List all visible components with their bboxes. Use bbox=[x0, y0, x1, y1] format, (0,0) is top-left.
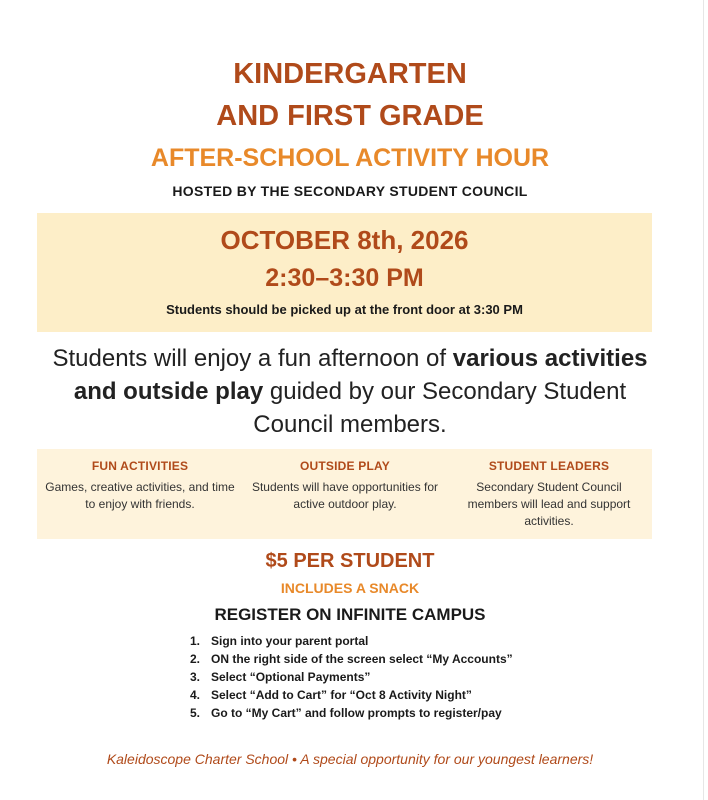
registration-heading: REGISTER ON INFINITE CAMPUS bbox=[214, 605, 486, 624]
features-panel bbox=[37, 449, 652, 539]
registration-step bbox=[190, 686, 670, 704]
step-number: 1. bbox=[190, 634, 201, 648]
feature-fun-activities bbox=[42, 459, 238, 513]
page-edge-divider bbox=[703, 0, 704, 800]
registration-step bbox=[190, 632, 670, 650]
registration-step bbox=[190, 650, 670, 668]
footer-tagline: Kaleidoscope Charter School • A special opportunity for our youngest learners! bbox=[106, 751, 594, 767]
intro-text-end: guided by our Secondary Student Council members. bbox=[253, 378, 627, 438]
registration-step bbox=[190, 704, 670, 722]
feature-description: Students will have opportunities for active outdoor play. bbox=[251, 480, 439, 511]
registration-step bbox=[190, 668, 670, 686]
step-text: ON the right side of the screen select “My Accounts” bbox=[211, 652, 513, 666]
step-number: 3. bbox=[190, 670, 201, 684]
step-text: Go to “My Cart” and follow prompts to register/pay bbox=[211, 706, 502, 720]
step-text: Sign into your parent portal bbox=[211, 634, 369, 648]
snack-note: INCLUDES A SNACK bbox=[280, 580, 420, 596]
registration-steps bbox=[190, 632, 670, 722]
step-number: 5. bbox=[190, 706, 201, 720]
pickup-note: Students should be picked up at the front door at 3:30 PM bbox=[166, 302, 523, 317]
intro-text-start: Students will enjoy a fun afternoon of bbox=[52, 345, 453, 372]
title-line-1: KINDERGARTEN bbox=[233, 58, 467, 90]
host-line: HOSTED BY THE SECONDARY STUDENT COUNCIL bbox=[172, 183, 528, 199]
event-time: 2:30–3:30 PM bbox=[265, 264, 424, 292]
feature-heading: FUN ACTIVITIES bbox=[91, 459, 189, 473]
step-text: Select “Add to Cart” for “Oct 8 Activity Night” bbox=[211, 688, 472, 702]
step-number: 2. bbox=[190, 652, 201, 666]
intro-text-emphasis: various activities and outside play bbox=[73, 345, 648, 405]
price-label: $5 PER STUDENT bbox=[265, 550, 435, 572]
intro-paragraph bbox=[40, 342, 660, 441]
step-text: Select “Optional Payments” bbox=[211, 670, 371, 684]
feature-heading: STUDENT LEADERS bbox=[488, 459, 610, 473]
feature-outside-play bbox=[247, 459, 443, 513]
feature-description: Games, creative activities, and time to enjoy with friends. bbox=[45, 480, 235, 511]
title-line-2: AND FIRST GRADE bbox=[216, 100, 484, 132]
step-number: 4. bbox=[190, 688, 201, 702]
event-date: OCTOBER 8th, 2026 bbox=[220, 225, 469, 255]
event-subtitle: AFTER-SCHOOL ACTIVITY HOUR bbox=[150, 144, 550, 172]
feature-description: Secondary Student Council members will lead and support activities. bbox=[467, 480, 631, 528]
feature-student-leaders bbox=[451, 459, 647, 530]
date-time-banner bbox=[37, 213, 652, 332]
feature-heading: OUTSIDE PLAY bbox=[300, 459, 390, 473]
